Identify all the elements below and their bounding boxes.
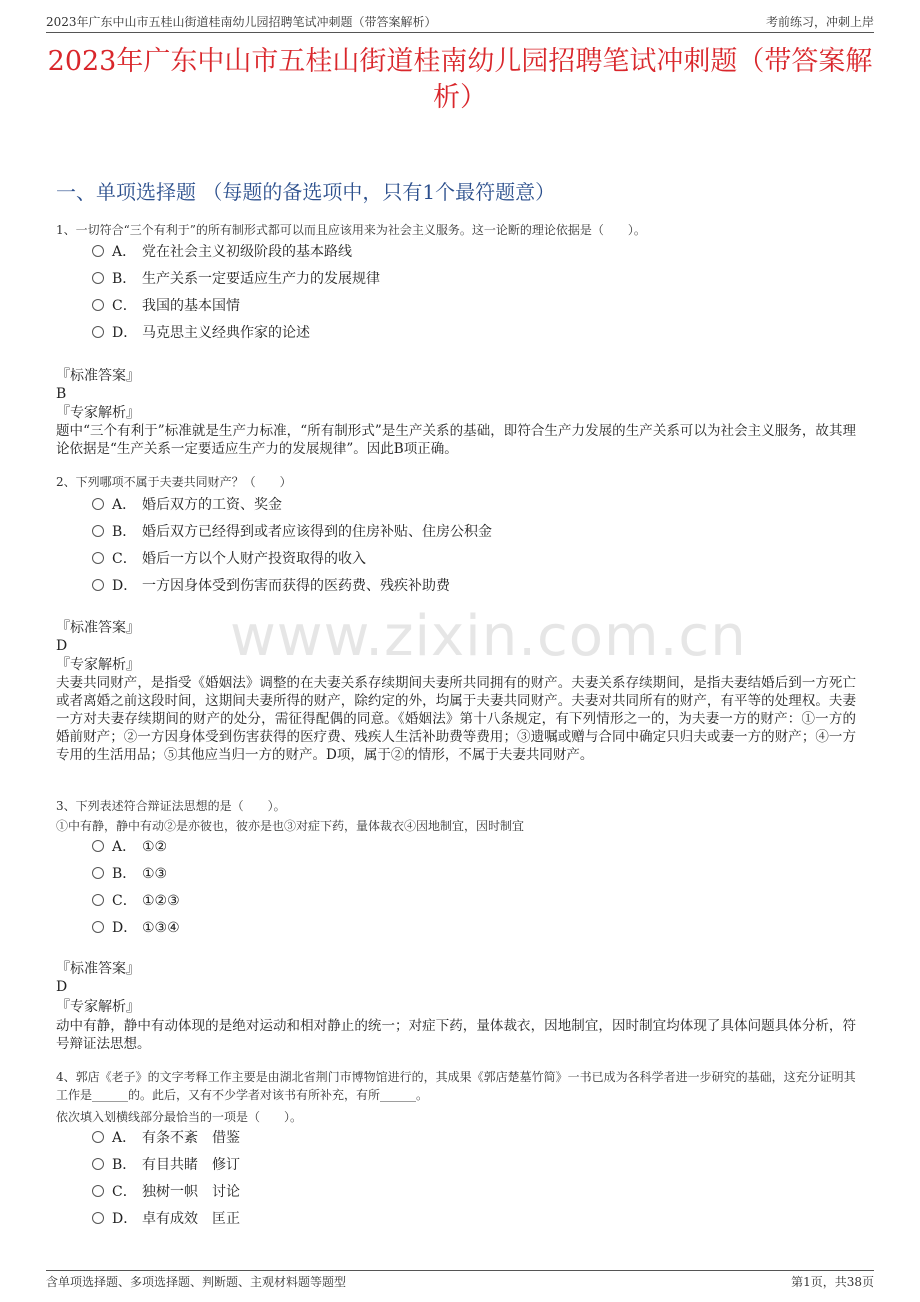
footer-question-types: 含单项选择题、多项选择题、判断题、主观材料题等题型 [46,1275,347,1289]
question-4-option-a[interactable]: A． 有条不紊 借鉴 [92,1128,240,1148]
header-slogan: 考前练习，冲刺上岸 [765,15,874,29]
radio-icon[interactable] [92,245,104,257]
radio-icon[interactable] [92,299,104,311]
radio-icon[interactable] [92,525,104,537]
radio-icon[interactable] [92,1158,104,1170]
radio-icon[interactable] [92,1131,104,1143]
question-4-instruction: 依次填入划横线部分最恰当的一项是（ ）。 [56,1110,303,1124]
radio-icon[interactable] [92,272,104,284]
question-2-option-a[interactable]: A． 婚后双方的工资、奖金 [92,495,282,515]
question-3-analysis: 动中有静，静中有动体现的是绝对运动和相对静止的统一；对症下药，量体裁衣，因地制宜，因时制宜均体现了具体问题具体分析，符号辩证法思想。 [56,1018,856,1052]
radio-icon[interactable] [92,921,104,933]
question-3-option-a[interactable]: A． ①② [92,837,167,857]
question-1-option-c[interactable]: C． 我国的基本国情 [92,296,240,316]
header-title: 2023年广东中山市五桂山街道桂南幼儿园招聘笔试冲刺题（带答案解析） [46,15,437,29]
question-2-option-c[interactable]: C． 婚后一方以个人财产投资取得的收入 [92,549,366,569]
question-3-option-c[interactable]: C． ①②③ [92,891,180,911]
question-2-analysis: 夫妻共同财产，是指受《婚姻法》调整的在夫妻关系存续期间夫妻所共同拥有的财产。夫妻关系存续期间，是指夫妻结婚后到一方死亡或者离婚之前这段时间，这期间夫妻所得的财产，除约定的外，均属于夫妻共同财产。夫妻对共同所有的财产，有平等的处理权。夫妻一方对夫妻存续期间的财产的处分，需征得配偶的同意。《婚姻法》第十八条规定，有下列情形之一的，为夫妻一方的财产：①一方的婚前财产；②一方因身体受到伤害获得的医疗费、残疾人生活补助费等费用；③遗嘱或赠与合同中确定只归夫或妻一方的财产；④一方专用的生活用品；⑤其他应当归一方的财产。D项，属于②的情形，不属于夫妻共同财产。 [56,675,856,763]
question-2-option-d[interactable]: D． 一方因身体受到伤害而获得的医药费、残疾补助费 [92,576,450,596]
question-2-stem: 2、下列哪项不属于夫妻共同财产？（ ） [56,475,292,489]
question-4-option-b[interactable]: B． 有目共睹 修订 [92,1155,240,1175]
radio-icon[interactable] [92,326,104,338]
analysis-label: 『专家解析』 [56,999,140,1015]
radio-icon[interactable] [92,894,104,906]
answer-label: 『标准答案』 [56,368,140,384]
question-3-stem: 3、下列表述符合辩证法思想的是（ ）。 [56,799,286,813]
answer-label: 『标准答案』 [56,961,140,977]
question-2-option-b[interactable]: B． 婚后双方已经得到或者应该得到的住房补贴、住房公积金 [92,522,492,542]
analysis-label: 『专家解析』 [56,405,140,421]
question-3-option-b[interactable]: B． ①③ [92,864,167,884]
page-header [46,10,874,33]
radio-icon[interactable] [92,867,104,879]
question-4-option-d[interactable]: D． 卓有成效 匡正 [92,1209,240,1229]
radio-icon[interactable] [92,1212,104,1224]
watermark: www.zixin.com.cn [230,604,747,669]
page-number: 第1页，共38页 [791,1275,874,1289]
answer-label: 『标准答案』 [56,620,140,636]
radio-icon[interactable] [92,840,104,852]
analysis-label: 『专家解析』 [56,657,140,673]
document-title: 2023年广东中山市五桂山街道桂南幼儿园招聘笔试冲刺题（带答案解析） [47,46,873,113]
section-heading: 一、单项选择题 （每题的备选项中，只有1个最符题意） [56,180,556,204]
question-3-statements: ①中有静，静中有动②是亦彼也，彼亦是也③对症下药，量体裁衣④因地制宜，因时制宜 [56,819,525,833]
page-footer [46,1270,874,1293]
question-1-analysis: 题中“三个有利于”标准就是生产力标准，“所有制形式”是生产关系的基础，即符合生产力发展的生产关系可以为社会主义服务，故其理论依据是“生产关系一定要适应生产力的发展规律”。因此B项正确。 [56,423,856,457]
question-1-answer: B [56,386,67,402]
radio-icon[interactable] [92,1185,104,1197]
radio-icon[interactable] [92,579,104,591]
question-1-option-d[interactable]: D． 马克思主义经典作家的论述 [92,323,310,343]
question-1-option-b[interactable]: B． 生产关系一定要适应生产力的发展规律 [92,269,380,289]
radio-icon[interactable] [92,552,104,564]
radio-icon[interactable] [92,498,104,510]
question-4-option-c[interactable]: C． 独树一帜 讨论 [92,1182,240,1202]
question-2-answer: D [56,638,68,654]
question-1-option-a[interactable]: A． 党在社会主义初级阶段的基本路线 [92,242,352,262]
question-3-answer: D [56,979,68,995]
question-1-stem: 1、一切符合“三个有利于”的所有制形式都可以而且应该用来为社会主义服务。这一论断的理论依据是（ ）。 [56,223,646,237]
question-3-option-d[interactable]: D． ①③④ [92,918,180,938]
question-4-stem: 4、郭店《老子》的文字考释工作主要是由湖北省荆门市博物馆进行的，其成果《郭店楚墓竹简》一书已成为各科学者进一步研究的基础，这充分证明其工作是______的。此后，又有不少学者对该书有所补充，有所______。 [56,1070,856,1102]
